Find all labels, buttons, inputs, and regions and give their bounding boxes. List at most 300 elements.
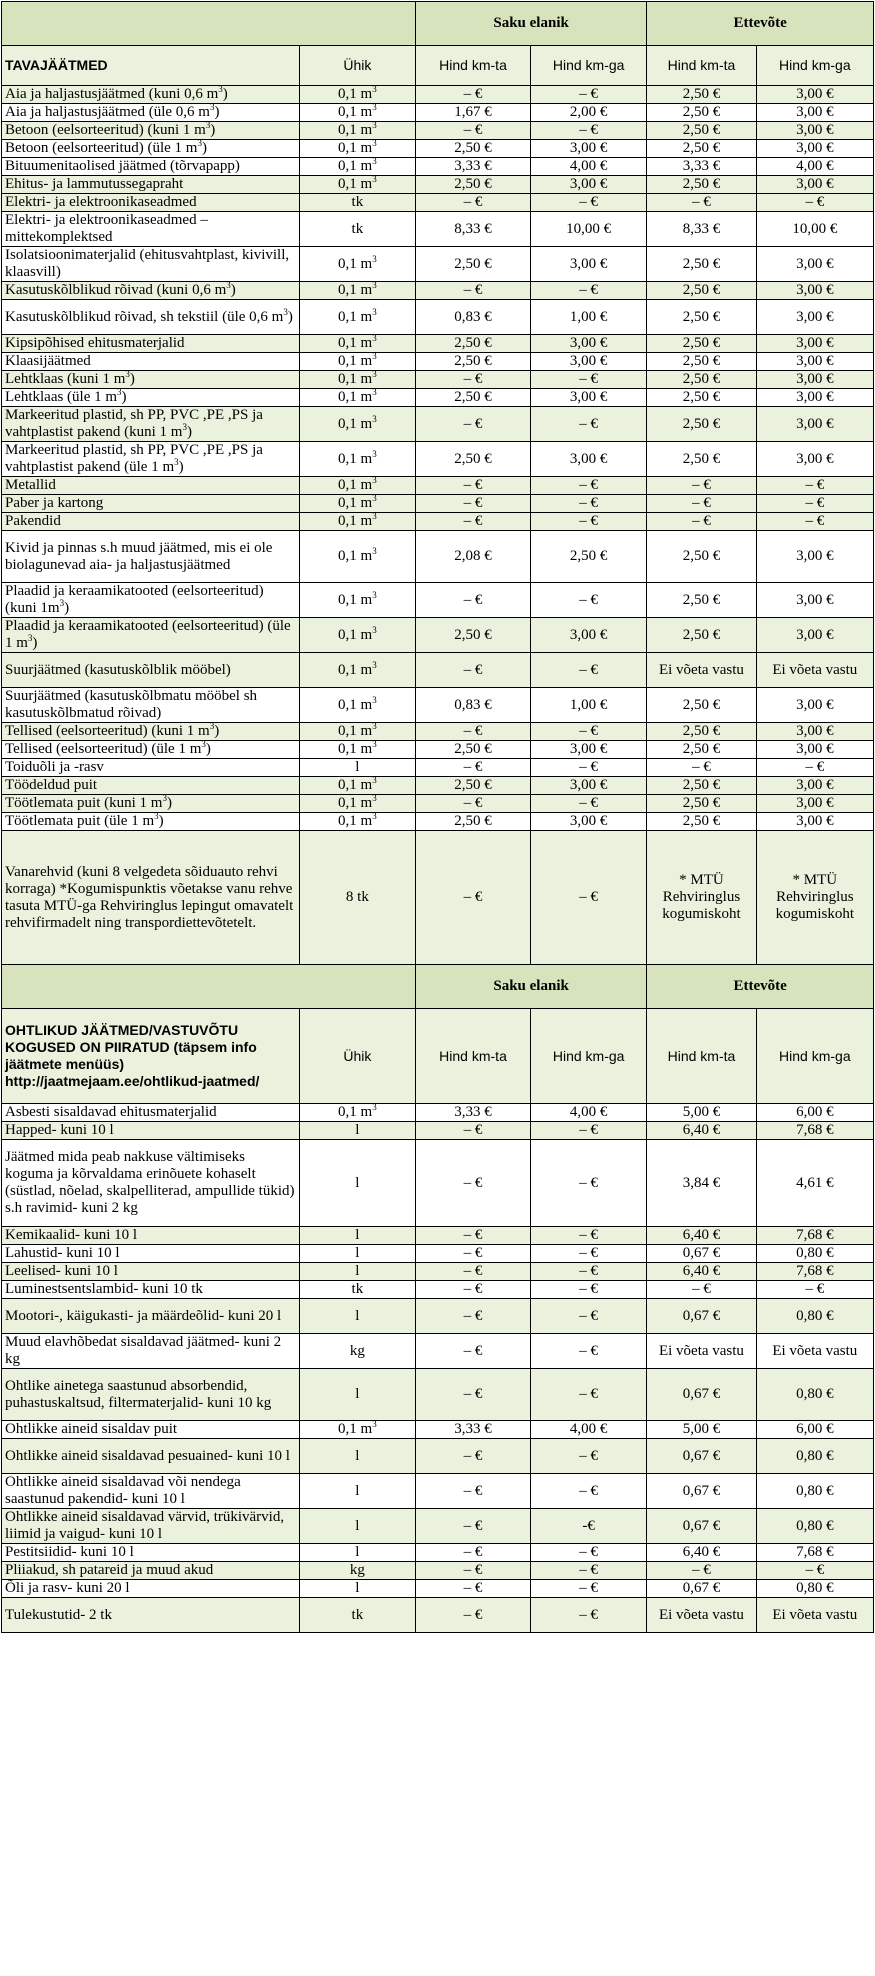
company-price-excl-vat: – € [647, 477, 756, 495]
company-price-excl-vat: 3,84 € [647, 1140, 756, 1227]
section-title: OHTLIKUD JÄÄTMED/VASTUVÕTU KOGUSED ON PIIRATUD (täpsem info jäätmete menüüs) http://jaatmejaam.ee/ohtlikud-jaatmed/ [2, 1009, 300, 1104]
company-price-incl-vat: * MTÜ Rehviringlus kogumiskoht [756, 831, 873, 965]
col-unit: Ühik [299, 1009, 415, 1104]
resident-price-excl-vat: – € [415, 1281, 530, 1299]
table-row [2, 741, 874, 759]
resident-price-incl-vat: – € [531, 653, 647, 688]
company-price-excl-vat: 2,50 € [647, 442, 756, 477]
unit-cell: l [299, 1245, 415, 1263]
company-price-incl-vat: 3,00 € [756, 442, 873, 477]
waste-name: Ehitus- ja lammutussegapraht [2, 176, 300, 194]
col-company-incl-vat: Hind km-ga [756, 1009, 873, 1104]
resident-price-incl-vat: – € [531, 583, 647, 618]
company-price-excl-vat: 0,67 € [647, 1245, 756, 1263]
resident-price-incl-vat: – € [531, 1598, 647, 1633]
table-row [2, 477, 874, 495]
company-price-incl-vat: 3,00 € [756, 777, 873, 795]
company-price-incl-vat: Ei võeta vastu [756, 1334, 873, 1369]
resident-price-excl-vat: 2,50 € [415, 813, 530, 831]
resident-price-excl-vat: – € [415, 1562, 530, 1580]
resident-price-excl-vat: – € [415, 122, 530, 140]
unit-cell: 0,1 $m^3$ [299, 777, 415, 795]
resident-price-incl-vat: – € [531, 1140, 647, 1227]
resident-price-incl-vat: 3,00 € [531, 335, 647, 353]
table-row [2, 1334, 874, 1369]
table-row [2, 1122, 874, 1140]
waste-name: Suurjäätmed (kasutuskõlblik mööbel) [2, 653, 300, 688]
resident-price-excl-vat: – € [415, 1227, 530, 1245]
waste-name: Pestitsiidid- kuni 10 l [2, 1544, 300, 1562]
resident-price-excl-vat: 2,50 € [415, 247, 530, 282]
resident-price-excl-vat: 2,50 € [415, 140, 530, 158]
company-price-excl-vat: 0,67 € [647, 1474, 756, 1509]
company-price-incl-vat: 3,00 € [756, 407, 873, 442]
company-price-incl-vat: 0,80 € [756, 1439, 873, 1474]
company-price-incl-vat: – € [756, 1281, 873, 1299]
waste-name: Ohtlikke aineid sisaldavad pesuained- kuni 10 l [2, 1439, 300, 1474]
unit-cell: 0,1 $m^3$ [299, 158, 415, 176]
resident-price-incl-vat: -€ [531, 1509, 647, 1544]
company-price-excl-vat: – € [647, 759, 756, 777]
company-price-incl-vat: 3,00 € [756, 140, 873, 158]
waste-name: Ohtlikke aineid sisaldavad või nendega saastunud pakendid- kuni 10 l [2, 1474, 300, 1509]
unit-cell: l [299, 1509, 415, 1544]
unit-cell: 0,1 $m^3$ [299, 442, 415, 477]
resident-price-incl-vat: – € [531, 122, 647, 140]
group-header-row [2, 2, 874, 46]
waste-name: Kemikaalid- kuni 10 l [2, 1227, 300, 1245]
resident-price-excl-vat: – € [415, 583, 530, 618]
table-row [2, 407, 874, 442]
unit-cell: 0,1 $m^3$ [299, 389, 415, 407]
company-price-excl-vat: 2,50 € [647, 813, 756, 831]
unit-cell: tk [299, 1281, 415, 1299]
resident-price-excl-vat: – € [415, 1122, 530, 1140]
company-price-excl-vat: – € [647, 495, 756, 513]
resident-price-incl-vat: – € [531, 759, 647, 777]
company-price-incl-vat: 6,00 € [756, 1104, 873, 1122]
resident-price-incl-vat: – € [531, 86, 647, 104]
col-resident-incl-vat: Hind km-ga [531, 1009, 647, 1104]
unit-cell: kg [299, 1562, 415, 1580]
company-price-incl-vat: 0,80 € [756, 1509, 873, 1544]
company-price-excl-vat: 2,50 € [647, 176, 756, 194]
unit-cell: l [299, 1439, 415, 1474]
resident-price-excl-vat: 0,83 € [415, 688, 530, 723]
resident-price-excl-vat: 2,50 € [415, 777, 530, 795]
resident-price-excl-vat: – € [415, 513, 530, 531]
resident-price-excl-vat: 1,67 € [415, 104, 530, 122]
company-price-excl-vat: 0,67 € [647, 1509, 756, 1544]
waste-name: Tellised (eelsorteeritud) (kuni 1 $m^3$) [2, 723, 300, 741]
company-price-excl-vat: Ei võeta vastu [647, 1334, 756, 1369]
resident-price-excl-vat: 2,50 € [415, 176, 530, 194]
company-price-excl-vat: 5,00 € [647, 1104, 756, 1122]
company-price-incl-vat: 3,00 € [756, 389, 873, 407]
resident-price-incl-vat: – € [531, 1544, 647, 1562]
resident-price-incl-vat: 3,00 € [531, 389, 647, 407]
unit-cell: l [299, 1544, 415, 1562]
company-price-excl-vat: 0,67 € [647, 1299, 756, 1334]
company-price-excl-vat: 6,40 € [647, 1122, 756, 1140]
col-resident-excl-vat: Hind km-ta [415, 1009, 530, 1104]
waste-name: Metallid [2, 477, 300, 495]
company-price-excl-vat: 2,50 € [647, 140, 756, 158]
table-row [2, 1562, 874, 1580]
waste-name: Ohtlikke aineid sisaldavad värvid, trükivärvid, liimid ja vaigud- kuni 10 l [2, 1509, 300, 1544]
table-row [2, 583, 874, 618]
waste-name: Muud elavhõbedat sisaldavad jäätmed- kuni 2 kg [2, 1334, 300, 1369]
company-price-excl-vat: 2,50 € [647, 335, 756, 353]
waste-name: Töötlemata puit (üle 1 $m^3$) [2, 813, 300, 831]
col-unit: Ühik [299, 46, 415, 86]
company-price-incl-vat: 7,68 € [756, 1263, 873, 1281]
company-price-incl-vat: – € [756, 495, 873, 513]
waste-name: Leelised- kuni 10 l [2, 1263, 300, 1281]
group-company: Ettevõte [647, 2, 874, 46]
waste-name: Markeeritud plastid, sh PP, PVC ,PE ,PS ja vahtplastist pakend (kuni 1 $m^3$) [2, 407, 300, 442]
waste-name: Suurjäätmed (kasutuskõlbmatu mööbel sh kasutuskõlbmatud rõivad) [2, 688, 300, 723]
table-row [2, 1369, 874, 1421]
unit-cell: 0,1 $m^3$ [299, 1104, 415, 1122]
resident-price-incl-vat: – € [531, 1334, 647, 1369]
resident-price-incl-vat: 3,00 € [531, 247, 647, 282]
column-header-row [2, 1009, 874, 1104]
unit-cell: 0,1 $m^3$ [299, 477, 415, 495]
company-price-incl-vat: 0,80 € [756, 1369, 873, 1421]
resident-price-incl-vat: – € [531, 1227, 647, 1245]
table-row [2, 777, 874, 795]
resident-price-excl-vat: – € [415, 795, 530, 813]
resident-price-incl-vat: 3,00 € [531, 140, 647, 158]
unit-cell: 0,1 $m^3$ [299, 795, 415, 813]
waste-name: Betoon (eelsorteeritud) (üle 1 $m^3$) [2, 140, 300, 158]
table-row [2, 513, 874, 531]
resident-price-excl-vat: – € [415, 759, 530, 777]
group-resident: Saku elanik [415, 2, 646, 46]
table-row [2, 194, 874, 212]
company-price-excl-vat: – € [647, 513, 756, 531]
resident-price-excl-vat: – € [415, 1334, 530, 1369]
group-company: Ettevõte [647, 965, 874, 1009]
resident-price-excl-vat: – € [415, 1245, 530, 1263]
resident-price-excl-vat: – € [415, 371, 530, 389]
company-price-incl-vat: 3,00 € [756, 618, 873, 653]
resident-price-incl-vat: – € [531, 1245, 647, 1263]
unit-cell: 0,1 $m^3$ [299, 176, 415, 194]
resident-price-incl-vat: 3,00 € [531, 813, 647, 831]
waste-name: Kasutuskõlblikud rõivad, sh tekstiil (üle 0,6 $m^3$) [2, 300, 300, 335]
company-price-excl-vat: 2,50 € [647, 104, 756, 122]
resident-price-excl-vat: – € [415, 1544, 530, 1562]
company-price-excl-vat: 2,50 € [647, 389, 756, 407]
resident-price-incl-vat: – € [531, 1580, 647, 1598]
unit-cell: 0,1 $m^3$ [299, 1421, 415, 1439]
waste-name: Paber ja kartong [2, 495, 300, 513]
unit-cell: 0,1 $m^3$ [299, 122, 415, 140]
table-row [2, 1509, 874, 1544]
company-price-excl-vat: 2,50 € [647, 282, 756, 300]
resident-price-excl-vat: – € [415, 194, 530, 212]
company-price-incl-vat: 7,68 € [756, 1122, 873, 1140]
table-row [2, 140, 874, 158]
table-row [2, 212, 874, 247]
waste-name: Kivid ja pinnas s.h muud jäätmed, mis ei ole biolagunevad aia- ja haljastusjäätmed [2, 531, 300, 583]
table-body [2, 2, 874, 1633]
resident-price-incl-vat: 4,00 € [531, 158, 647, 176]
company-price-incl-vat: 6,00 € [756, 1421, 873, 1439]
unit-cell: 0,1 $m^3$ [299, 495, 415, 513]
company-price-excl-vat: – € [647, 1562, 756, 1580]
unit-cell: 0,1 $m^3$ [299, 140, 415, 158]
unit-cell: l [299, 759, 415, 777]
company-price-incl-vat: 0,80 € [756, 1299, 873, 1334]
unit-cell: 0,1 $m^3$ [299, 741, 415, 759]
company-price-excl-vat: 2,50 € [647, 122, 756, 140]
section-title: TAVAJÄÄTMED [2, 46, 300, 86]
resident-price-excl-vat: – € [415, 1509, 530, 1544]
resident-price-incl-vat: 3,00 € [531, 741, 647, 759]
waste-name: Tellised (eelsorteeritud) (üle 1 $m^3$) [2, 741, 300, 759]
table-row [2, 1580, 874, 1598]
resident-price-incl-vat: – € [531, 723, 647, 741]
resident-price-incl-vat: 3,00 € [531, 176, 647, 194]
table-row [2, 1474, 874, 1509]
resident-price-excl-vat: – € [415, 1598, 530, 1633]
company-price-excl-vat: 2,50 € [647, 407, 756, 442]
resident-price-incl-vat: – € [531, 1562, 647, 1580]
waste-name: Elektri- ja elektroonikaseadmed – mittekomplektsed [2, 212, 300, 247]
company-price-incl-vat: 4,00 € [756, 158, 873, 176]
unit-cell: 0,1 $m^3$ [299, 618, 415, 653]
company-price-excl-vat: 3,33 € [647, 158, 756, 176]
table-row [2, 1421, 874, 1439]
table-row [2, 86, 874, 104]
table-row [2, 795, 874, 813]
unit-cell: l [299, 1227, 415, 1245]
resident-price-excl-vat: 0,83 € [415, 300, 530, 335]
resident-price-incl-vat: – € [531, 371, 647, 389]
company-price-excl-vat: 6,40 € [647, 1227, 756, 1245]
unit-cell: tk [299, 194, 415, 212]
table-row [2, 442, 874, 477]
resident-price-excl-vat: – € [415, 723, 530, 741]
resident-price-excl-vat: – € [415, 831, 530, 965]
table-row [2, 1263, 874, 1281]
resident-price-incl-vat: – € [531, 1122, 647, 1140]
company-price-incl-vat: 3,00 € [756, 741, 873, 759]
table-row [2, 389, 874, 407]
company-price-incl-vat: 3,00 € [756, 813, 873, 831]
group-header-blank [2, 2, 416, 46]
unit-cell: 0,1 $m^3$ [299, 282, 415, 300]
resident-price-excl-vat: – € [415, 495, 530, 513]
resident-price-incl-vat: 3,00 € [531, 442, 647, 477]
company-price-excl-vat: 2,50 € [647, 247, 756, 282]
table-row [2, 813, 874, 831]
resident-price-incl-vat: – € [531, 194, 647, 212]
resident-price-excl-vat: – € [415, 1474, 530, 1509]
company-price-excl-vat: 5,00 € [647, 1421, 756, 1439]
resident-price-excl-vat: 2,08 € [415, 531, 530, 583]
waste-name: Happed- kuni 10 l [2, 1122, 300, 1140]
table-row [2, 831, 874, 965]
waste-name: Plaadid ja keraamikatooted (eelsorteeritud) (kuni $1m^3$) [2, 583, 300, 618]
waste-name: Elektri- ja elektroonikaseadmed [2, 194, 300, 212]
col-resident-incl-vat: Hind km-ga [531, 46, 647, 86]
resident-price-excl-vat: 8,33 € [415, 212, 530, 247]
waste-name: Ohtlike ainetega saastunud absorbendid, puhastuskaltsud, filtermaterjalid- kuni 10 kg [2, 1369, 300, 1421]
resident-price-incl-vat: 3,00 € [531, 618, 647, 653]
resident-price-incl-vat: – € [531, 1369, 647, 1421]
unit-cell: l [299, 1263, 415, 1281]
resident-price-excl-vat: – € [415, 1299, 530, 1334]
company-price-incl-vat: 3,00 € [756, 122, 873, 140]
unit-cell: 0,1 $m^3$ [299, 531, 415, 583]
unit-cell: 0,1 $m^3$ [299, 300, 415, 335]
resident-price-excl-vat: – € [415, 1369, 530, 1421]
waste-name: Markeeritud plastid, sh PP, PVC ,PE ,PS ja vahtplastist pakend (üle 1 $m^3$) [2, 442, 300, 477]
waste-name: Lehtklaas (üle 1 $m^3$) [2, 389, 300, 407]
company-price-incl-vat: 3,00 € [756, 247, 873, 282]
unit-cell: kg [299, 1334, 415, 1369]
table-row [2, 158, 874, 176]
table-row [2, 122, 874, 140]
table-row [2, 759, 874, 777]
waste-name: Asbesti sisaldavad ehitusmaterjalid [2, 1104, 300, 1122]
company-price-incl-vat: – € [756, 477, 873, 495]
resident-price-incl-vat: – € [531, 1474, 647, 1509]
waste-name: Õli ja rasv- kuni 20 l [2, 1580, 300, 1598]
resident-price-incl-vat: 1,00 € [531, 688, 647, 723]
unit-cell: 0,1 $m^3$ [299, 723, 415, 741]
table-row [2, 176, 874, 194]
company-price-excl-vat: 0,67 € [647, 1580, 756, 1598]
company-price-excl-vat: 2,50 € [647, 741, 756, 759]
col-company-excl-vat: Hind km-ta [647, 46, 756, 86]
resident-price-incl-vat: 3,00 € [531, 777, 647, 795]
company-price-incl-vat: 3,00 € [756, 104, 873, 122]
col-company-incl-vat: Hind km-ga [756, 46, 873, 86]
unit-cell: 0,1 $m^3$ [299, 86, 415, 104]
table-row [2, 1281, 874, 1299]
col-company-excl-vat: Hind km-ta [647, 1009, 756, 1104]
resident-price-excl-vat: – € [415, 1580, 530, 1598]
company-price-excl-vat: 2,50 € [647, 86, 756, 104]
resident-price-excl-vat: 3,33 € [415, 158, 530, 176]
waste-name: Plaadid ja keraamikatooted (eelsorteeritud) (üle 1 $m^3$) [2, 618, 300, 653]
table-row [2, 371, 874, 389]
resident-price-incl-vat: – € [531, 1299, 647, 1334]
resident-price-excl-vat: – € [415, 1263, 530, 1281]
waste-name: Töötlemata puit (kuni 1 $m^3$) [2, 795, 300, 813]
table-row [2, 1598, 874, 1633]
unit-cell: tk [299, 1598, 415, 1633]
company-price-excl-vat: 0,67 € [647, 1439, 756, 1474]
resident-price-excl-vat: – € [415, 1140, 530, 1227]
unit-cell: 0,1 $m^3$ [299, 335, 415, 353]
col-resident-excl-vat: Hind km-ta [415, 46, 530, 86]
waste-name: Mootori-, käigukasti- ja määrdeõlid- kuni 20 l [2, 1299, 300, 1334]
company-price-excl-vat: Ei võeta vastu [647, 653, 756, 688]
company-price-incl-vat: 4,61 € [756, 1140, 873, 1227]
unit-cell: 0,1 $m^3$ [299, 688, 415, 723]
waste-name: Lahustid- kuni 10 l [2, 1245, 300, 1263]
company-price-excl-vat: 2,50 € [647, 795, 756, 813]
table-row [2, 723, 874, 741]
unit-cell: 8 tk [299, 831, 415, 965]
unit-cell: l [299, 1369, 415, 1421]
company-price-incl-vat: 3,00 € [756, 795, 873, 813]
waste-name: Kasutuskõlblikud rõivad (kuni 0,6 $m^3$) [2, 282, 300, 300]
resident-price-incl-vat: 2,00 € [531, 104, 647, 122]
resident-price-incl-vat: – € [531, 477, 647, 495]
resident-price-incl-vat: 2,50 € [531, 531, 647, 583]
company-price-incl-vat: 3,00 € [756, 86, 873, 104]
resident-price-excl-vat: – € [415, 477, 530, 495]
unit-cell: tk [299, 212, 415, 247]
group-header-blank [2, 965, 416, 1009]
resident-price-incl-vat: – € [531, 513, 647, 531]
company-price-incl-vat: 3,00 € [756, 688, 873, 723]
company-price-incl-vat: 3,00 € [756, 531, 873, 583]
company-price-incl-vat: 10,00 € [756, 212, 873, 247]
company-price-excl-vat: 2,50 € [647, 583, 756, 618]
resident-price-excl-vat: 2,50 € [415, 741, 530, 759]
company-price-excl-vat: 6,40 € [647, 1544, 756, 1562]
resident-price-excl-vat: 2,50 € [415, 389, 530, 407]
company-price-excl-vat: 2,50 € [647, 777, 756, 795]
company-price-incl-vat: 3,00 € [756, 371, 873, 389]
price-table [1, 1, 874, 1633]
unit-cell: 0,1 $m^3$ [299, 653, 415, 688]
resident-price-incl-vat: 3,00 € [531, 353, 647, 371]
table-row [2, 1140, 874, 1227]
company-price-incl-vat: Ei võeta vastu [756, 1598, 873, 1633]
company-price-excl-vat: 2,50 € [647, 371, 756, 389]
company-price-incl-vat: Ei võeta vastu [756, 653, 873, 688]
group-resident: Saku elanik [415, 965, 646, 1009]
group-header-row [2, 965, 874, 1009]
company-price-incl-vat: 3,00 € [756, 583, 873, 618]
company-price-incl-vat: – € [756, 513, 873, 531]
company-price-excl-vat: 2,50 € [647, 723, 756, 741]
company-price-incl-vat: 3,00 € [756, 300, 873, 335]
table-row [2, 247, 874, 282]
resident-price-excl-vat: 3,33 € [415, 1104, 530, 1122]
company-price-incl-vat: 7,68 € [756, 1544, 873, 1562]
column-header-row [2, 46, 874, 86]
resident-price-incl-vat: – € [531, 1263, 647, 1281]
company-price-incl-vat: 0,80 € [756, 1474, 873, 1509]
company-price-incl-vat: 3,00 € [756, 353, 873, 371]
company-price-incl-vat: 0,80 € [756, 1245, 873, 1263]
resident-price-incl-vat: – € [531, 282, 647, 300]
table-row [2, 104, 874, 122]
table-row [2, 1227, 874, 1245]
resident-price-incl-vat: – € [531, 831, 647, 965]
table-row [2, 353, 874, 371]
resident-price-incl-vat: 4,00 € [531, 1104, 647, 1122]
unit-cell: 0,1 $m^3$ [299, 513, 415, 531]
resident-price-incl-vat: – € [531, 495, 647, 513]
waste-name: Jäätmed mida peab nakkuse vältimiseks koguma ja kõrvaldama erinõuete kohaselt (süstlad, nõelad, skalpelliterad, ampullide tükid) s.h ravimid- kuni 2 kg [2, 1140, 300, 1227]
table-row [2, 531, 874, 583]
waste-name: Ohtlikke aineid sisaldav puit [2, 1421, 300, 1439]
unit-cell: l [299, 1474, 415, 1509]
resident-price-excl-vat: 3,33 € [415, 1421, 530, 1439]
table-row [2, 688, 874, 723]
